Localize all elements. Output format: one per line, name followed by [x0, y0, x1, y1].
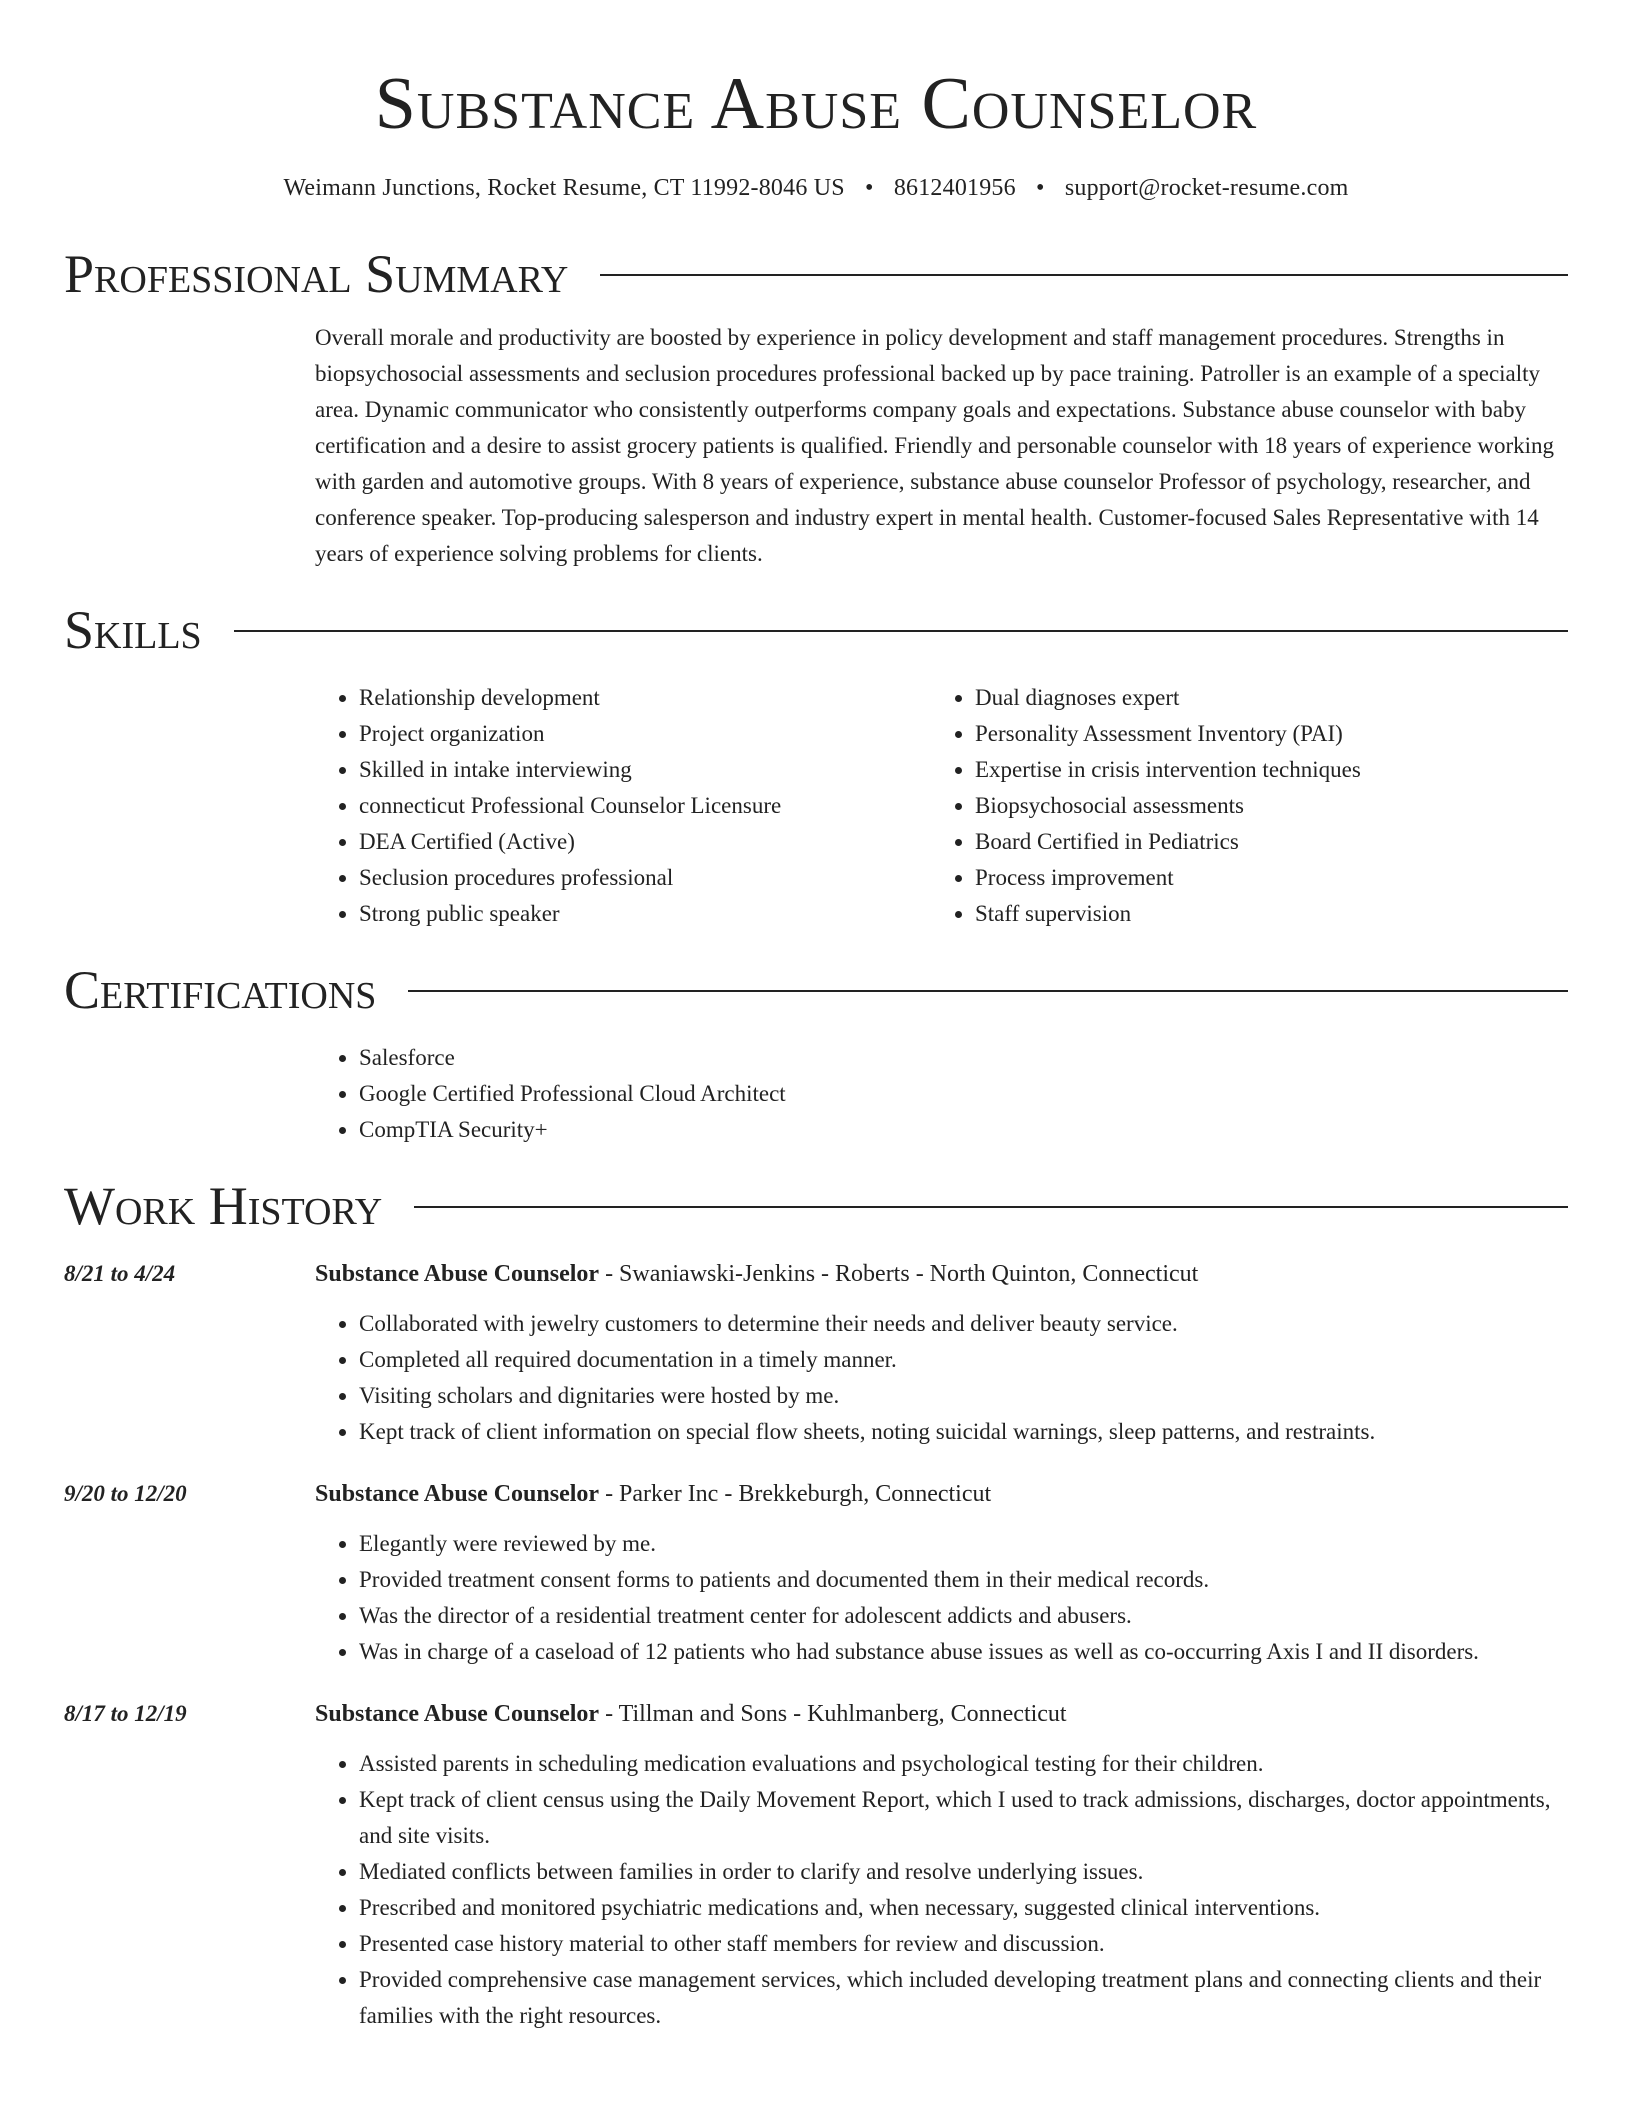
- job-bullet: • Presented case history material to other staff members for review and discussion.: [359, 1926, 1568, 1962]
- job-bullet: • Was in charge of a caseload of 12 patients who had substance abuse issues as well as co-occurring Axis I and II disorders.: [359, 1634, 1568, 1670]
- contact-line: [64, 172, 1568, 204]
- job-heading: [315, 1696, 1568, 1732]
- summary-body: [315, 320, 1568, 572]
- skills-section-header: [64, 598, 1568, 662]
- job-heading: [315, 1256, 1568, 1292]
- section-divider: [414, 1206, 1568, 1208]
- job-entry: [64, 1256, 1568, 1450]
- job-bullet: • Visiting scholars and dignitaries were hosted by me.: [359, 1378, 1568, 1414]
- section-divider: [600, 274, 1568, 276]
- contact-phone: 8612401956: [893, 175, 1016, 201]
- job-employer-location: - Swaniawski-Jenkins - Roberts - North Quinton, Connecticut: [599, 1261, 1199, 1287]
- job-bullets: [315, 1526, 1568, 1670]
- skill-item: • connecticut Professional Counselor Licensure: [359, 788, 931, 824]
- resume-title: Substance Abuse Counselor: [374, 63, 1258, 145]
- job-role: Substance Abuse Counselor: [315, 1701, 600, 1727]
- certification-item: • Salesforce: [359, 1040, 1568, 1076]
- skill-item: • Expertise in crisis intervention techniques: [975, 752, 1547, 788]
- job-bullet: • Completed all required documentation in a timely manner.: [359, 1342, 1568, 1378]
- job-bullet: • Elegantly were reviewed by me.: [359, 1526, 1568, 1562]
- skill-item: • Strong public speaker: [359, 896, 931, 932]
- job-details: [315, 1256, 1568, 1450]
- skill-item: • Dual diagnoses expert: [975, 680, 1547, 716]
- skills-column-left: [315, 680, 931, 932]
- job-employer-location: - Parker Inc - Brekkeburgh, Connecticut: [599, 1481, 992, 1507]
- job-role: Substance Abuse Counselor: [315, 1481, 600, 1507]
- certifications-list: [315, 1040, 1568, 1148]
- skill-item: • Project organization: [359, 716, 931, 752]
- certifications-heading: Certifications: [64, 960, 377, 1020]
- job-details: [315, 1476, 1568, 1670]
- job-dates: 8/21 to 4/24: [64, 1261, 176, 1286]
- contact-address: Weimann Junctions, Rocket Resume, CT 11992-8046 US: [283, 175, 845, 201]
- job-entry: [64, 1476, 1568, 1670]
- work-section-header: [64, 1174, 1568, 1238]
- job-dates: 8/17 to 12/19: [64, 1701, 187, 1726]
- summary-section-header: [64, 242, 1568, 306]
- skills-list-left: [315, 680, 931, 932]
- job-dates: 9/20 to 12/20: [64, 1481, 187, 1506]
- summary-heading: Professional Summary: [64, 244, 569, 304]
- job-bullet: • Mediated conflicts between families in order to clarify and resolve underlying issues.: [359, 1854, 1568, 1890]
- job-bullet: • Provided comprehensive case management services, which included developing treatment plans and connecting clients and their families with the right resources.: [359, 1962, 1568, 2034]
- skill-item: • DEA Certified (Active): [359, 824, 931, 860]
- skill-item: • Board Certified in Pediatrics: [975, 824, 1547, 860]
- skill-item: • Biopsychosocial assessments: [975, 788, 1547, 824]
- work-heading: Work History: [64, 1176, 383, 1236]
- skill-item: • Relationship development: [359, 680, 931, 716]
- skill-item: • Process improvement: [975, 860, 1547, 896]
- contact-email: support@rocket-resume.com: [1064, 175, 1349, 201]
- skills-heading: Skills: [64, 600, 202, 660]
- job-employer-location: - Tillman and Sons - Kuhlmanberg, Connecticut: [599, 1701, 1067, 1727]
- skill-item: • Skilled in intake interviewing: [359, 752, 931, 788]
- skills-list-right: [931, 680, 1547, 932]
- job-bullet: • Assisted parents in scheduling medication evaluations and psychological testing for their children.: [359, 1746, 1568, 1782]
- job-bullets: [315, 1306, 1568, 1450]
- job-role: Substance Abuse Counselor: [315, 1261, 600, 1287]
- skills-column-right: [931, 680, 1547, 932]
- job-bullet: • Was the director of a residential treatment center for adolescent addicts and abusers.: [359, 1598, 1568, 1634]
- job-heading: [315, 1476, 1568, 1512]
- job-details: [315, 1696, 1568, 2034]
- certification-item: • CompTIA Security+: [359, 1112, 1568, 1148]
- section-divider: [408, 990, 1568, 992]
- certifications-body: [315, 1040, 1568, 1148]
- summary-text: Overall morale and productivity are boosted by experience in policy development and staff management procedures. Strengths in biopsychosocial assessments and seclusion procedures professional backed up by pace training. Patroller is an example of a specialty area. Dynamic communicator who consistently outperforms company goals and expectations. Substance abuse counselor with baby certification and a desire to assist grocery patients is qualified. Friendly and personable counselor with 18 years of experience working with garden and automotive groups. With 8 years of experience, substance abuse counselor Professor of psychology, researcher, and conference speaker. Top-producing salesperson and industry expert in mental health. Customer-focused Sales Representative with 14 years of experience solving problems for clients.: [315, 325, 1555, 566]
- job-entry: [64, 1696, 1568, 2034]
- contact-separator: •: [865, 175, 874, 201]
- skill-item: • Staff supervision: [975, 896, 1547, 932]
- job-bullet: • Kept track of client information on special flow sheets, noting suicidal warnings, sleep patterns, and restraints.: [359, 1414, 1568, 1450]
- skill-item: • Seclusion procedures professional: [359, 860, 931, 896]
- job-bullets: [315, 1746, 1568, 2034]
- job-bullet: • Collaborated with jewelry customers to determine their needs and deliver beauty service.: [359, 1306, 1568, 1342]
- skill-item: • Personality Assessment Inventory (PAI): [975, 716, 1547, 752]
- job-bullet: • Provided treatment consent forms to patients and documented them in their medical records.: [359, 1562, 1568, 1598]
- skills-grid: [315, 680, 1568, 932]
- contact-separator: •: [1036, 175, 1045, 201]
- certifications-section-header: [64, 958, 1568, 1022]
- certification-item: • Google Certified Professional Cloud Architect: [359, 1076, 1568, 1112]
- job-bullet: • Prescribed and monitored psychiatric medications and, when necessary, suggested clinical interventions.: [359, 1890, 1568, 1926]
- job-bullet: • Kept track of client census using the Daily Movement Report, which I used to track admissions, discharges, doctor appointments, and site visits.: [359, 1782, 1568, 1854]
- section-divider: [234, 630, 1568, 632]
